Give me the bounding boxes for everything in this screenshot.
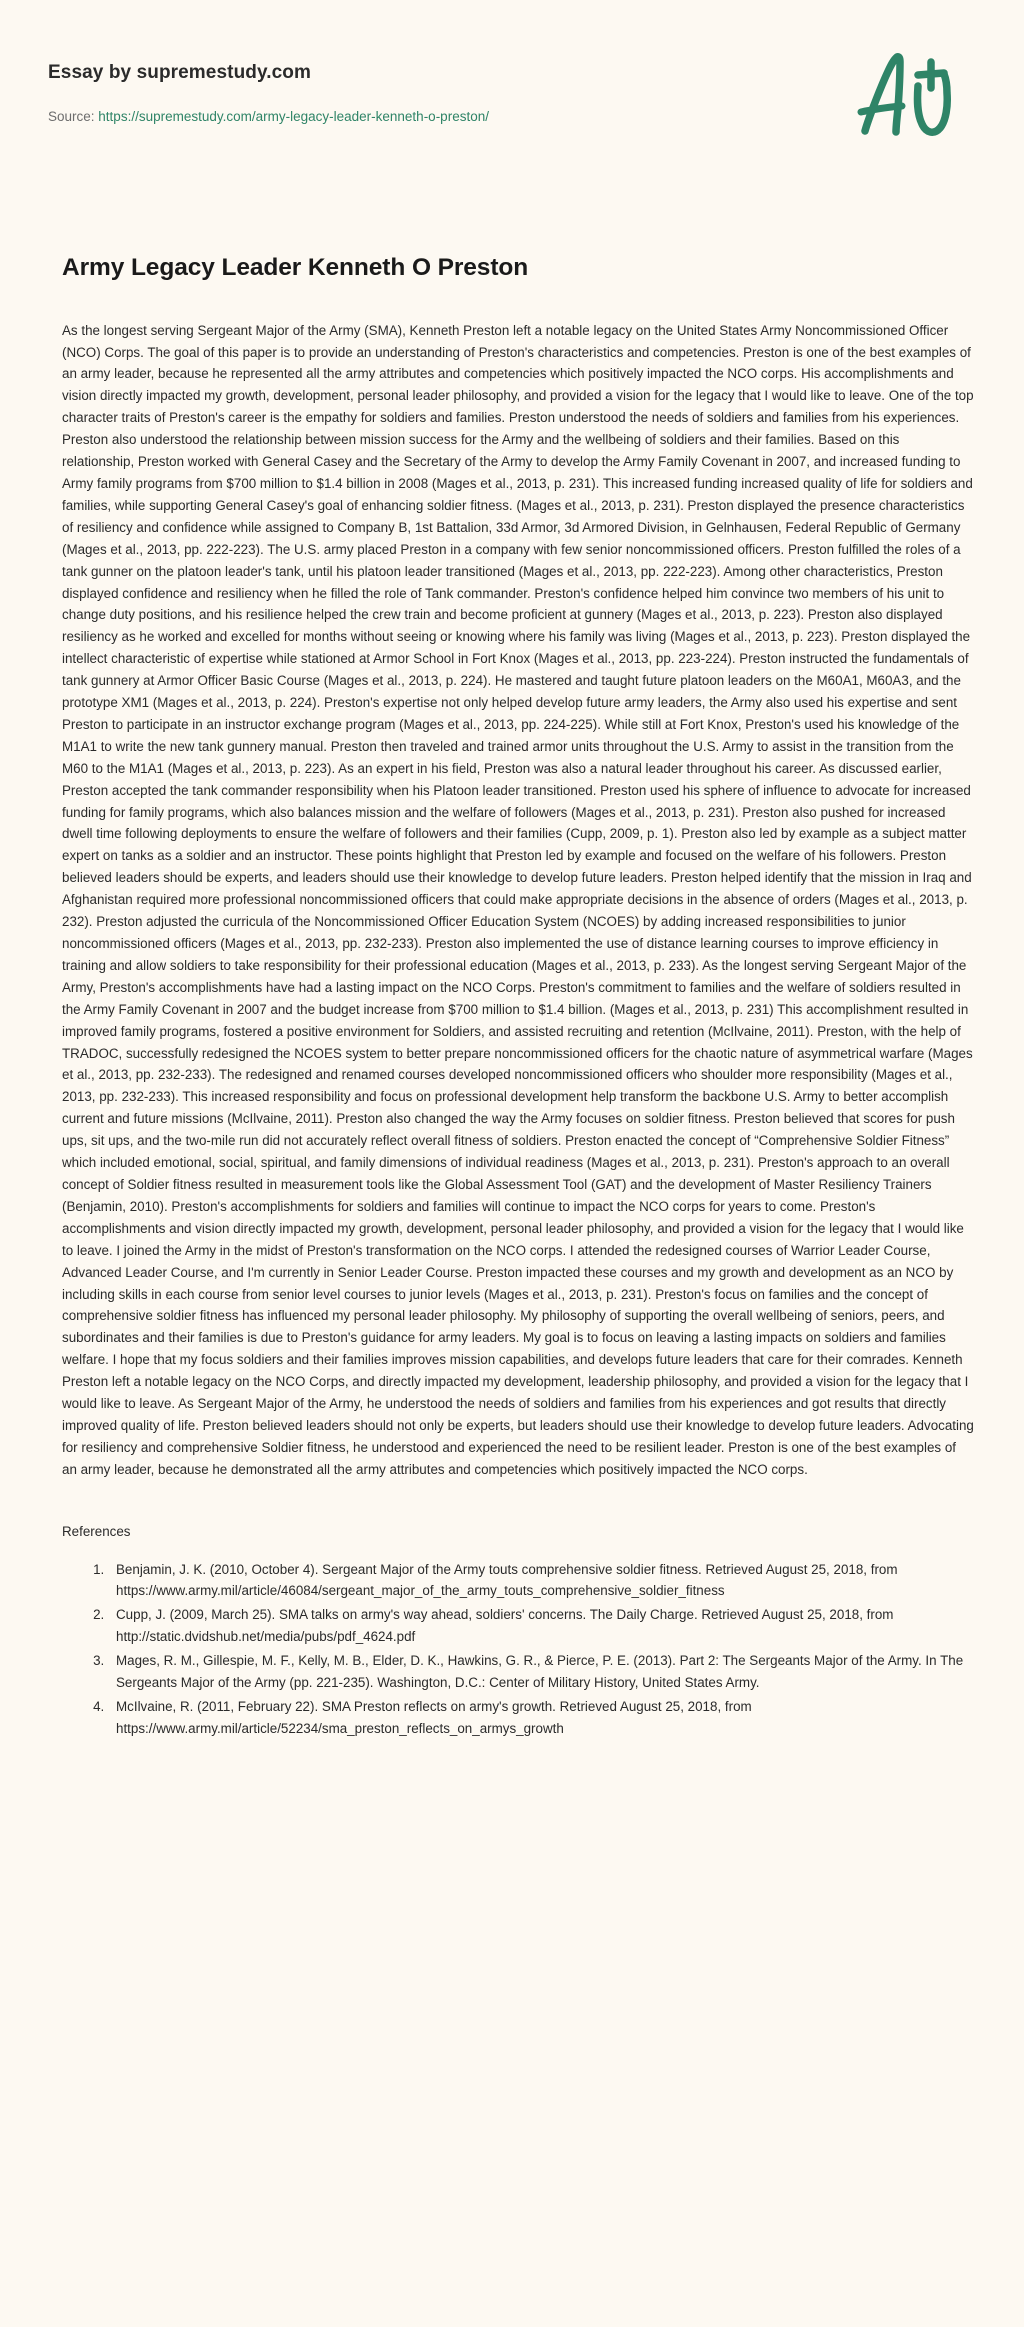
- reference-item: [108, 1650, 974, 1694]
- site-brand: Essay by supremestudy.com: [48, 62, 311, 83]
- reference-text: Cupp, J. (2009, March 25). SMA talks on army's way ahead, soldiers' concerns. The Daily Charge. Retrieved August 25, 2018, from http://static.dvidshub.net/media/pubs/pdf_4624.pdf: [116, 1607, 894, 1645]
- reference-item: [108, 1696, 974, 1740]
- reference-text: Benjamin, J. K. (2010, October 4). Sergeant Major of the Army touts comprehensive soldier fitness. Retrieved August 25, 2018, from https://www.army.mil/article/46084/sergeant_major_of_the_army_touts_comprehensive_soldier_fitness: [116, 1561, 898, 1599]
- page-title: Army Legacy Leader Kenneth O Preston: [62, 254, 529, 281]
- reference-item: [108, 1604, 974, 1648]
- article-paragraph: As the longest serving Sergeant Major of the Army (SMA), Kenneth Preston left a notable legacy on the United States Army Noncommissioned Officer (NCO) Corps. The goal of this paper is to provide an understanding of Preston's characteristics and competencies. Preston is one of the best examples of an army leader, because he represented all the army attributes and competencies which positively impacted the NCO corps. His accomplishments and vision directly impacted my growth, development, personal leader philosophy, and provided a vision for the legacy that I would like to leave. One of the top character traits of Preston's career is the empathy for soldiers and families. Preston understood the needs of soldiers and families from his experiences. Preston also understood the relationship between mission success for the Army and the wellbeing of soldiers and their families. Based on this relationship, Preston worked with General Casey and the Secretary of the Army to develop the Army Family Covenant in 2007, and increased funding to Army family programs from $700 million to $1.4 billion in 2008 (Mages et al., 2013, p. 231). This increased funding increased quality of life for soldiers and families, while supporting General Casey's goal of enhancing soldier fitness. (Mages et al., 2013, p. 231). Preston displayed the presence characteristics of resiliency and confidence while assigned to Company B, 1st Battalion, 33d Armor, 3d Armored Division, in Gelnhausen, Federal Republic of Germany (Mages et al., 2013, pp. 222-223). The U.S. army placed Preston in a company with few senior noncommissioned officers. Preston fulfilled the roles of a tank gunner on the platoon leader's tank, until his platoon leader transitioned (Mages et al., 2013, pp. 222-223). Among other characteristics, Preston displayed confidence and resiliency when he filled the role of Tank commander. Preston's confidence helped him convince two members of his unit to change duty positions, and his resilience helped the crew train and become proficient at gunnery (Mages et al., 2013, p. 223). Preston also displayed resiliency as he worked and excelled for months without seeing or knowing where his family was living (Mages et al., 2013, p. 223). Preston displayed the intellect characteristic of expertise while stationed at Armor School in Fort Knox (Mages et al., 2013, pp. 223-224). Preston instructed the fundamentals of tank gunnery at Armor Officer Basic Course (Mages et al., 2013, p. 224). He mastered and taught future platoon leaders on the M60A1, M60A3, and the prototype XM1 (Mages et al., 2013, p. 224). Preston's expertise not only helped develop future army leaders, the Army also used his expertise and sent Preston to participate in an instructor exchange program (Mages et al., 2013, pp. 224-225). While still at Fort Knox, Preston's used his knowledge of the M1A1 to write the new tank gunnery manual. Preston then traveled and trained armor units throughout the U.S. Army to assist in the transition from the M60 to the M1A1 (Mages et al., 2013, p. 223). As an expert in his field, Preston was also a natural leader throughout his career. As discussed earlier, Preston accepted the tank commander responsibility when his Platoon leader transitioned. Preston used his sphere of influence to advocate for increased funding for family programs, which also balances mission and the welfare of followers (Mages et al., 2013, p. 231). Preston also pushed for increased dwell time following deployments to ensure the welfare of followers and their families (Cupp, 2009, p. 1). Preston also led by example as a subject matter expert on tanks as a soldier and an instructor. These points highlight that Preston led by example and focused on the welfare of his followers. Preston believed leaders should be experts, and leaders should use their knowledge to develop future leaders. Preston helped identify that the mission in Iraq and Afghanistan required more professional noncommissioned officers that could make appropriate decisions in the absence of orders (Mages et al., 2013, p. 232). Preston adjusted the curricula of the Noncommissioned Officer Education System (NCOES) by adding increased responsibilities to junior noncommissioned officers (Mages et al., 2013, pp. 232-233). Preston also implemented the use of distance learning courses to improve efficiency in training and allow soldiers to take responsibility for their professional education (Mages et al., 2013, p. 233). As the longest serving Sergeant Major of the Army, Preston's accomplishments have had a lasting impact on the NCO Corps. Preston's commitment to families and the welfare of soldiers resulted in the Army Family Covenant in 2007 and the budget increase from $700 million to $1.4 billion. (Mages et al., 2013, p. 231) This accomplishment resulted in improved family programs, fostered a positive environment for Soldiers, and assisted recruiting and retention (McIlvaine, 2011). Preston, with the help of TRADOC, successfully redesigned the NCOES system to better prepare noncommissioned officers for the chaotic nature of asymmetrical warfare (Mages et al., 2013, pp. 232-233). The redesigned and renamed courses developed noncommissioned officers who shoulder more responsibility (Mages et al., 2013, pp. 232-233). This increased responsibility and focus on professional development help transform the backbone U.S. Army to better accomplish current and future missions (McIlvaine, 2011). Preston also changed the way the Army focuses on soldier fitness. Preston believed that scores for push ups, sit ups, and the two-mile run did not accurately reflect overall fitness of soldiers. Preston enacted the concept of “Comprehensive Soldier Fitness” which included emotional, social, spiritual, and family dimensions of individual readiness (Mages et al., 2013, p. 231). Preston's approach to an overall concept of Soldier fitness resulted in measurement tools like the Global Assessment Tool (GAT) and the development of Master Resiliency Trainers (Benjamin, 2010). Preston's accomplishments for soldiers and families will continue to impact the NCO corps for years to come. Preston's accomplishments and vision directly impacted my growth, development, personal leader philosophy, and provided a vision for the legacy that I would like to leave. I joined the Army in the midst of Preston's transformation on the NCO corps. I attended the redesigned courses of Warrior Leader Course, Advanced Leader Course, and I'm currently in Senior Leader Course. Preston impacted these courses and my growth and development as an NCO by including skills in each course from senior level courses to junior levels (Mages et al., 2013, p. 231). Preston's focus on families and the concept of comprehensive soldier fitness has influenced my personal leader philosophy. My philosophy of supporting the overall wellbeing of seniors, peers, and subordinates and their families is due to Preston's guidance for army leaders. My goal is to focus on leaving a lasting impacts on soldiers and families welfare. I hope that my focus soldiers and their families improves mission capabilities, and develops future leaders that care for their comrades. Kenneth Preston left a notable legacy on the NCO Corps, and directly impacted my development, leadership philosophy, and provided a vision for the legacy that I would like to leave. As Sergeant Major of the Army, he understood the needs of soldiers and families from his experiences and got results that directly improved quality of life. Preston believed leaders should not only be experts, but leaders should use their knowledge to develop future leaders. Advocating for resiliency and comprehensive Soldier fitness, he understood and experienced the need to be resilient leader. Preston is one of the best examples of an army leader, because he demonstrated all the army attributes and competencies which positively impacted the NCO corps.: [62, 322, 974, 1477]
- a-plus-logo-icon: [852, 38, 962, 143]
- site-header: [0, 0, 1024, 150]
- source-label: Source:: [48, 108, 95, 124]
- references-list: [62, 1559, 974, 1740]
- article: [0, 253, 1024, 1802]
- source-line: [48, 108, 964, 126]
- bottom-spacer: [62, 1742, 974, 1802]
- article-body: [62, 320, 974, 1481]
- reference-text: McIlvaine, R. (2011, February 22). SMA Preston reflects on army's growth. Retrieved August 25, 2018, from https://www.army.mil/article/52234/sma_preston_reflects_on_armys_growth: [116, 1699, 752, 1736]
- references-heading: References: [62, 1523, 131, 1539]
- reference-text: Mages, R. M., Gillespie, M. F., Kelly, M. B., Elder, D. K., Hawkins, G. R., & Pierce, P. E. (2013). Part 2: The Sergeants Major of the Army. In The Sergeants Major of the Army (pp. 221-235). Washington, D.C.: Center of Military History, United States Army.: [116, 1653, 964, 1691]
- reference-item: [108, 1559, 974, 1603]
- source-url-link[interactable]: https://supremestudy.com/army-legacy-leader-kenneth-o-preston/: [98, 108, 489, 124]
